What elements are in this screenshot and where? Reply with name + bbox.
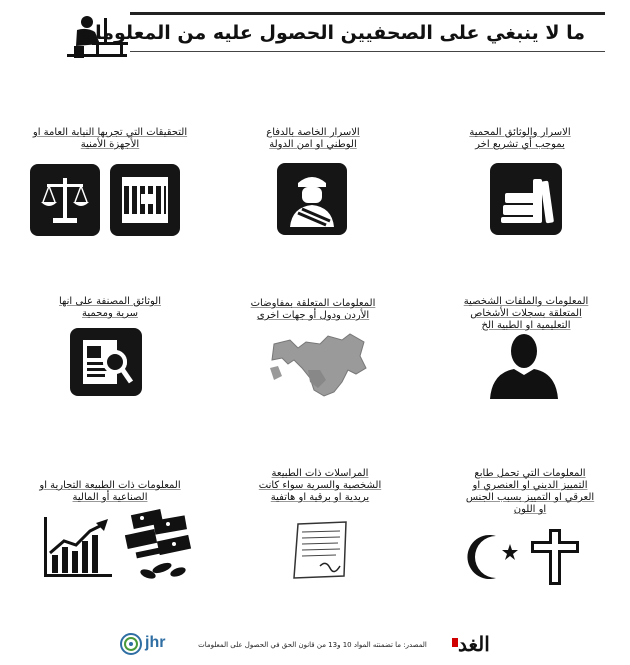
ghad-logo: الغد [458, 632, 490, 656]
crescent-star-icon [466, 532, 528, 580]
page-title: ما لا ينبغي على الصحفيين الحصول عليه من المعلومات [76, 22, 585, 44]
scales-of-justice-icon [30, 164, 100, 236]
books-icon [490, 163, 562, 235]
item-label: الوثائق المصنفة على انها سرية ومحمية [58, 296, 162, 319]
middle-east-map-icon [268, 330, 370, 400]
item-label: التحقيقات التي تجريها النيابة العامة او الأجهزة الأمنية [32, 127, 188, 150]
info-item-protected-secrets [420, 127, 620, 151]
footer [0, 630, 630, 662]
item-label: المراسلات ذات الطبيعة الشخصية والسرية سواء كانت بريدية او برقية او هاتفية [258, 468, 382, 503]
info-item-discrimination [430, 468, 630, 516]
info-item-correspondence [220, 468, 420, 504]
soldier-icon [277, 163, 347, 235]
person-silhouette-icon [486, 333, 562, 399]
growth-chart-icon [42, 515, 114, 579]
document-magnifier-icon [70, 328, 142, 396]
info-item-national-defense [213, 127, 413, 151]
item-label: الاسرار الخاصة بالدفاع الوطني او امن الدولة [266, 127, 360, 150]
prison-bars-icon [110, 164, 180, 236]
cross-icon [527, 527, 583, 587]
money-stacks-icon [122, 506, 196, 582]
jhr-logo: jhr [145, 634, 166, 651]
info-item-commercial-info [10, 480, 210, 504]
info-item-negotiations [213, 298, 413, 322]
item-label: الاسرار والوثائق المحمية بموجب أي تشريع اخر [469, 127, 571, 150]
item-label: المعلومات المتعلقة بمفاوضات الأردن ودول أو جهات اخرى [250, 298, 376, 321]
letter-icon [290, 520, 352, 580]
jhr-globe-icon [120, 633, 142, 655]
source-note: المصدر: ما تضمنته المواد 10 و13 من قانون الحق في الحصول على المعلومات [198, 641, 427, 649]
info-item-classified-docs [10, 296, 210, 320]
item-label: المعلومات التي تحمل طابع التمييز الديني او العنصري او العرقي او التمييز بسبب الجنس او اللون [465, 468, 595, 515]
info-item-personal-files [426, 296, 626, 332]
title-bar [76, 12, 605, 52]
item-label: المعلومات والملفات الشخصية المتعلقة بسجلات الأشخاص التعليمية او الطبية الخ [463, 296, 589, 331]
info-item-investigations [10, 127, 210, 151]
item-label: المعلومات ذات الطبيعة التجارية او الصناعية أو المالية [39, 480, 181, 503]
